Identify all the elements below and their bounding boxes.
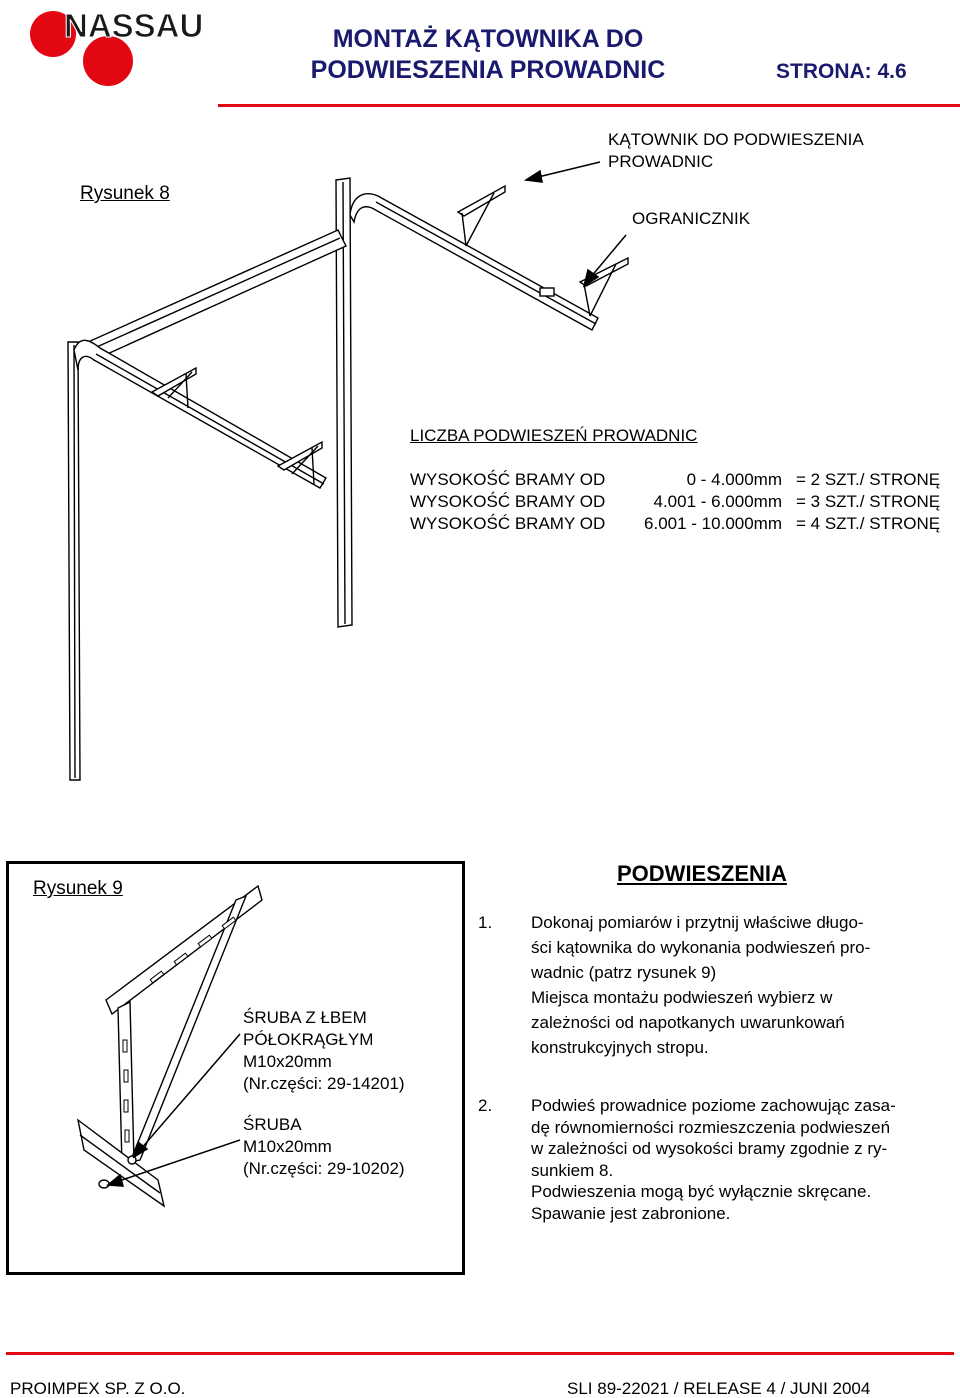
step-number: 1. bbox=[478, 913, 493, 932]
figure8-label: Rysunek 8 bbox=[80, 183, 170, 204]
row-range: 0 - 4.000mm bbox=[686, 470, 782, 489]
logo-text: NASSAU bbox=[64, 7, 204, 44]
instruction-steps bbox=[478, 910, 930, 1224]
footer-doc-ref: SLI 89-22021 / RELEASE 4 / JUNI 2004 bbox=[567, 1379, 871, 1398]
step-text: Dokonaj pomiarów i przytnij właściwe długo- ści kątownika do wykonania podwieszeń pro- wadnic (patrz rysunek 9) Miejsca montażu podwieszeń wybierz w zależności od napotkanych uwarunkowań konstrukcyjnych stropu. bbox=[531, 913, 871, 1057]
page-number: STRONA: 4.6 bbox=[776, 60, 907, 83]
callout-bracket-text: KĄTOWNIK DO PODWIESZENIA PROWADNIC bbox=[608, 130, 864, 171]
bolt1-text: ŚRUBA Z ŁBEM PÓŁOKRĄGŁYM M10x20mm (Nr.części: 29-14201) bbox=[243, 1008, 405, 1093]
figure9-label: Rysunek 9 bbox=[33, 878, 123, 899]
instruction-step bbox=[478, 1095, 930, 1224]
page-title: MONTAŻ KĄTOWNIKA DO PODWIESZENIA PROWADNIC bbox=[310, 25, 666, 84]
bolt1-label bbox=[243, 1007, 405, 1095]
row-range: 6.001 - 10.000mm bbox=[644, 514, 782, 533]
footer-company: PROIMPEX SP. Z O.O. bbox=[10, 1379, 186, 1398]
row-range: 4.001 - 6.000mm bbox=[653, 492, 782, 511]
instruction-step bbox=[478, 910, 930, 1060]
bolt2-text: ŚRUBA M10x20mm (Nr.części: 29-10202) bbox=[243, 1115, 405, 1178]
row-quantity: = 4 SZT./ STRONĘ bbox=[796, 514, 941, 533]
step-number: 2. bbox=[478, 1096, 493, 1115]
row-label: WYSOKOŚĆ BRAMY OD bbox=[410, 514, 606, 533]
row-quantity: = 2 SZT./ STRONĘ bbox=[796, 470, 941, 489]
row-label: WYSOKOŚĆ BRAMY OD bbox=[410, 492, 606, 511]
row-quantity: = 3 SZT./ STRONĘ bbox=[796, 492, 941, 511]
bolt2-label bbox=[243, 1114, 405, 1180]
callout-limiter: OGRANICZNIK bbox=[632, 209, 751, 228]
section-heading: PODWIESZENIA bbox=[617, 861, 787, 886]
hanger-count-heading: LICZBA PODWIESZEŃ PROWADNIC bbox=[410, 426, 698, 445]
step-text: Podwieś prowadnice poziome zachowując zasa- dę równomierności rozmieszczenia podwieszeń w zależności od wysokości bramy zgodnie z ry- sunkiem 8. Podwieszenia mogą być wyłącznie skręcane. Spawanie jest zabronione. bbox=[531, 1096, 896, 1223]
row-label: WYSOKOŚĆ BRAMY OD bbox=[410, 470, 606, 489]
footer-rule bbox=[6, 1352, 954, 1355]
